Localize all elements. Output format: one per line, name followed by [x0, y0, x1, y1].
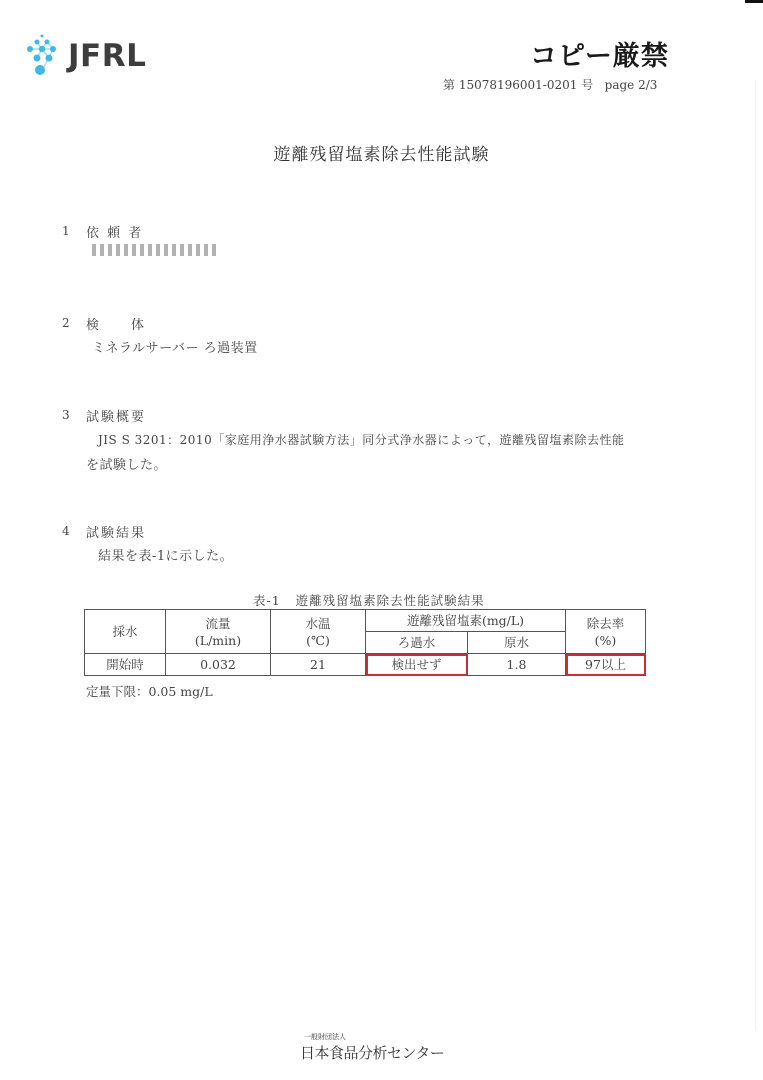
cell-flow-rate: 0.032: [166, 654, 271, 676]
section-3-heading: 試験概要: [86, 410, 147, 425]
cell-sampling: 開始時: [85, 654, 166, 676]
quantification-limit-note: 定量下限：0.05 mg/L: [86, 684, 213, 699]
header-removal-rate-label: 除去率: [586, 615, 625, 631]
section-3-number: 3: [62, 408, 70, 422]
section-4-heading: 試験結果: [86, 526, 147, 541]
header-water-temp: [271, 610, 366, 654]
header-filtered-water: ろ過水: [366, 632, 468, 654]
footer-org-name: 日本食品分析センター: [300, 1044, 445, 1062]
scan-corner-mark: [745, 0, 763, 3]
cell-water-temp: 21: [271, 654, 366, 676]
header-flow-rate-label: 流量: [205, 615, 231, 631]
section-3-body-line2: を試験した。: [86, 458, 168, 473]
section-1-number: 1: [62, 224, 70, 238]
logo-text: JFRL: [68, 38, 147, 74]
document-title: 遊離残留塩素除去性能試験: [273, 145, 490, 165]
header-removal-rate-unit: (%): [594, 632, 617, 648]
table-header-row: [85, 610, 646, 632]
molecule-network-icon: [24, 32, 68, 78]
header-water-temp-unit: (℃): [306, 632, 330, 648]
header-sampling: 採水: [85, 610, 166, 654]
cell-removal-rate-highlighted: 97以上: [566, 654, 646, 676]
header-flow-rate-unit: (L/min): [194, 632, 242, 648]
header-flow-rate: [166, 610, 271, 654]
redacted-requester-name: [92, 244, 216, 256]
footer-organization: [300, 1032, 450, 1063]
cell-filtered-water-highlighted: 検出せず: [366, 654, 468, 676]
section-2-number: 2: [62, 316, 70, 330]
document-number: 第 15078196001-0201 号 page 2/3: [443, 78, 658, 92]
section-4-body: 結果を表-1に示した。: [98, 549, 234, 564]
scan-edge-line: [755, 80, 756, 1030]
cell-raw-water: 1.8: [468, 654, 566, 676]
header-free-chlorine: 遊離残留塩素(mg/L): [366, 610, 566, 632]
section-4-number: 4: [62, 524, 70, 538]
jfrl-logo: [24, 32, 174, 78]
header-water-temp-label: 水温: [305, 615, 331, 631]
section-1-heading: 依 頼 者: [86, 226, 144, 241]
copy-forbidden-notice: コピー厳禁: [530, 41, 669, 72]
section-2-heading: 検 体: [86, 318, 147, 333]
footer-org-type: 一般財団法人: [304, 1033, 346, 1041]
table-caption: 表-1 遊離残留塩素除去性能試験結果: [253, 593, 485, 608]
header-raw-water: 原水: [468, 632, 566, 654]
results-table: [84, 609, 646, 676]
header-removal-rate: [566, 610, 646, 654]
section-2-body: ミネラルサーバー ろ過装置: [92, 341, 258, 356]
table-row: [85, 654, 646, 676]
section-3-body-line1: JIS S 3201：2010「家庭用浄水器試験方法」同分式浄水器によって，遊離残留塩素除去性能: [98, 433, 625, 447]
